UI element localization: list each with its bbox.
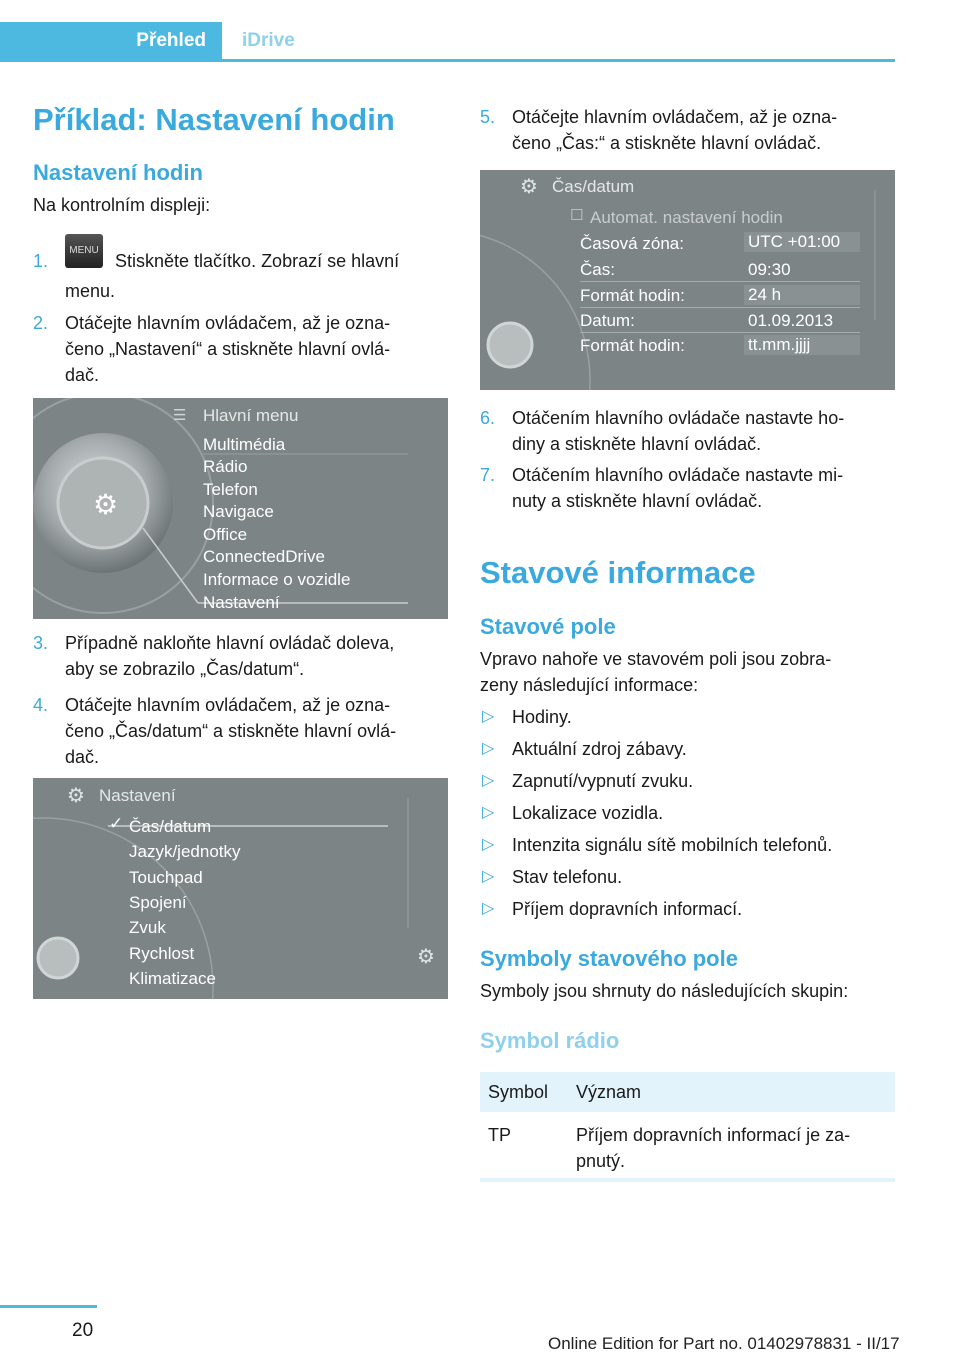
step-7 xyxy=(480,462,895,518)
tab-idrive[interactable]: iDrive xyxy=(242,30,295,51)
cell-line: pnutý. xyxy=(576,1151,626,1171)
controller-graphic xyxy=(33,778,448,999)
checkmark-icon: ✓ xyxy=(109,814,124,833)
step-1 xyxy=(33,245,448,304)
checkbox-icon: ☐ xyxy=(570,207,584,224)
list-item-text: Aktuální zdroj zábavy. xyxy=(512,739,687,759)
footer-rule xyxy=(0,1305,97,1308)
step-number: 7. xyxy=(480,465,496,485)
setting-value: UTC +01:00 xyxy=(744,232,860,252)
menu-item: Zvuk xyxy=(129,918,166,937)
step-text: Stiskněte tlačítko. Zobrazí se hlavní xyxy=(115,251,400,271)
setting-label: Časová zóna: xyxy=(580,234,684,253)
table-header: Symbol xyxy=(480,1072,568,1112)
step-text: Otáčejte hlavním ovládačem, až je ozna‐ xyxy=(65,313,391,333)
menu-list-icon: ☰ xyxy=(173,407,187,424)
gear-icon: ⚙ xyxy=(93,489,119,520)
gear-icon: ⚙ xyxy=(520,176,538,198)
paragraph: Symboly jsou shrnuty do následujících skupin: xyxy=(480,981,849,1001)
menu-item: Informace o vozidle xyxy=(203,570,351,589)
triangle-bullet-icon: ▷ xyxy=(482,900,495,917)
step-text: menu. xyxy=(65,281,116,301)
menu-item: Spojení xyxy=(129,893,187,912)
step-number: 3. xyxy=(33,633,49,653)
menu-item: Rádio xyxy=(203,457,248,476)
menu-item: Multimédia xyxy=(203,435,286,454)
menu-item-selected: Čas/datum xyxy=(129,817,212,836)
step-6 xyxy=(480,405,895,461)
gear-icon: ⚙ xyxy=(67,785,85,807)
step-5 xyxy=(480,104,895,160)
divider xyxy=(580,281,860,282)
table-cell xyxy=(568,1112,895,1184)
step-text: dač. xyxy=(65,365,100,385)
step-text: Otáčením hlavního ovládače nastavte mi‐ xyxy=(512,465,844,485)
setting-label: Formát hodin: xyxy=(580,286,685,305)
list-item-text: Intenzita signálu sítě mobilních telefonů. xyxy=(512,835,833,855)
tab-prehled[interactable] xyxy=(0,22,222,62)
setting-label: Datum: xyxy=(580,311,635,330)
setting-value: 09:30 xyxy=(748,260,791,279)
step-number: 2. xyxy=(33,313,49,333)
triangle-bullet-icon: ▷ xyxy=(482,804,495,821)
menu-item: Touchpad xyxy=(129,868,203,887)
screen-title: Čas/datum xyxy=(552,177,635,196)
subsection-title: Stavové pole xyxy=(480,614,616,639)
step-text: dač. xyxy=(65,747,100,767)
step-text: diny a stiskněte hlavní ovládač. xyxy=(512,434,762,454)
step-text: čeno „Čas/datum“ a stiskněte hlavní ovlá‐ xyxy=(65,721,397,741)
step-text: Otáčejte hlavním ovládačem, až je ozna‐ xyxy=(512,107,838,127)
step-text: aby se zobrazilo „Čas/datum“. xyxy=(65,659,305,679)
list-item-text: Zapnutí/vypnutí zvuku. xyxy=(512,771,694,791)
screenshot-main-menu xyxy=(33,398,448,619)
screenshot-settings xyxy=(33,778,448,999)
menu-item-selected: Nastavení xyxy=(203,593,280,612)
tab-prehled-label: Přehled xyxy=(136,30,206,51)
paragraph xyxy=(480,646,895,698)
table-bottom-rule xyxy=(480,1178,895,1182)
list-item-text: Hodiny. xyxy=(512,707,572,727)
menu-item: Office xyxy=(203,525,248,544)
screen-title: Nastavení xyxy=(99,786,176,805)
triangle-bullet-icon: ▷ xyxy=(482,772,495,789)
divider xyxy=(580,332,860,333)
page-header xyxy=(0,22,895,62)
intro-text: Na kontrolním displeji: xyxy=(33,195,211,215)
controller-graphic xyxy=(480,170,895,390)
step-text: Případně nakloňte hlavní ovládač doleva, xyxy=(65,633,395,653)
group-title: Symbol rádio xyxy=(480,1028,620,1053)
paragraph-line: zeny následující informace: xyxy=(480,675,699,695)
step-text: nuty a stiskněte hlavní ovládač. xyxy=(512,491,763,511)
edition-note: Online Edition for Part no. 01402978831 - II/17 xyxy=(548,1334,900,1353)
step-number: 4. xyxy=(33,695,49,715)
list-item-text: Lokalizace vozidla. xyxy=(512,803,664,823)
symbol-table xyxy=(480,1072,895,1184)
table-cell: TP xyxy=(488,1125,512,1145)
step-number: 5. xyxy=(480,107,496,127)
section-title: Stavové informace xyxy=(480,555,756,590)
auto-time-option: Automat. nastavení hodin xyxy=(590,208,783,227)
menu-item: Telefon xyxy=(203,480,258,499)
setting-value: 24 h xyxy=(744,285,860,305)
page-number: 20 xyxy=(72,1320,94,1341)
list-item-text: Příjem dopravních informací. xyxy=(512,899,743,919)
header-rule xyxy=(0,59,895,62)
menu-item: Klimatizace xyxy=(129,969,216,988)
triangle-bullet-icon: ▷ xyxy=(482,708,495,725)
menu-item: Rychlost xyxy=(129,944,195,963)
menu-item: Jazyk/jednotky xyxy=(129,842,241,861)
section-title: Příklad: Nastavení hodin xyxy=(33,102,395,137)
subsection-title: Nastavení hodin xyxy=(33,160,203,185)
list-item-text: Stav telefonu. xyxy=(512,867,623,887)
triangle-bullet-icon: ▷ xyxy=(482,836,495,853)
gear-icon: ⚙ xyxy=(417,946,435,968)
subsection-title: Symboly stavového pole xyxy=(480,946,738,971)
setting-value: 01.09.2013 xyxy=(748,311,834,330)
setting-label: Formát hodin: xyxy=(580,336,685,355)
step-text: čeno „Nastavení“ a stiskněte hlavní ovlá‐ xyxy=(65,339,391,359)
screenshot-time-date xyxy=(480,170,895,390)
step-number: 1. xyxy=(33,251,49,271)
step-2 xyxy=(33,310,448,390)
step-text: Otáčením hlavního ovládače nastavte ho‐ xyxy=(512,408,845,428)
table-row xyxy=(480,1112,895,1184)
divider xyxy=(580,307,860,308)
triangle-bullet-icon: ▷ xyxy=(482,868,495,885)
step-4 xyxy=(33,692,448,772)
step-number: 6. xyxy=(480,408,496,428)
menu-item: Navigace xyxy=(203,502,274,521)
cell-line: Příjem dopravních informací je za‐ xyxy=(576,1125,851,1145)
menu-item: ConnectedDrive xyxy=(203,547,325,566)
setting-label-selected: Čas: xyxy=(580,260,615,279)
setting-value: tt.mm.jjjj xyxy=(744,335,860,355)
step-text: čeno „Čas:“ a stiskněte hlavní ovládač. xyxy=(512,133,822,153)
table-header: Význam xyxy=(568,1072,895,1112)
paragraph-line: Vpravo nahoře ve stavovém poli jsou zobra‐ xyxy=(480,649,832,669)
screen-title: Hlavní menu xyxy=(203,406,299,425)
table-header-row xyxy=(480,1072,895,1112)
triangle-bullet-icon: ▷ xyxy=(482,740,495,757)
step-3 xyxy=(33,630,448,686)
menu-button-icon: MENU xyxy=(65,234,103,268)
step-text: Otáčejte hlavním ovládačem, až je ozna‐ xyxy=(65,695,391,715)
